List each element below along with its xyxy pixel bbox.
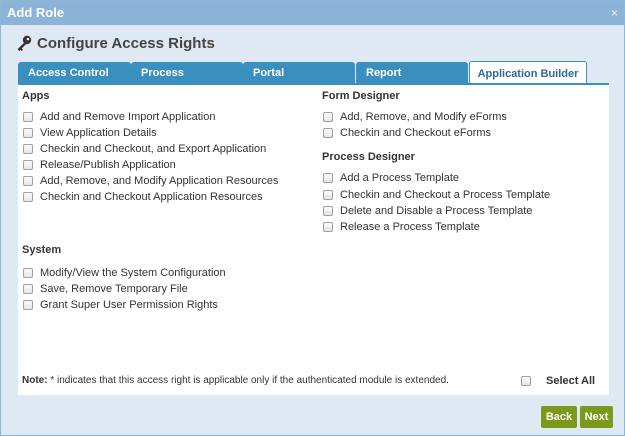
option-row[interactable]: [23, 174, 278, 188]
page-heading: [15, 33, 215, 53]
option-row[interactable]: [23, 298, 218, 312]
checkbox[interactable]: [23, 176, 33, 186]
checkbox[interactable]: [323, 190, 333, 200]
title-bar[interactable]: [1, 1, 624, 25]
option-row[interactable]: [23, 266, 226, 280]
option-row[interactable]: [23, 126, 157, 140]
option-label: Add, Remove, and Modify eForms: [340, 111, 507, 123]
close-icon[interactable]: ×: [610, 6, 618, 20]
option-label: Checkin and Checkout eForms: [340, 127, 492, 139]
option-label: Delete and Disable a Process Template: [340, 205, 533, 217]
option-label: Grant Super User Permission Rights: [40, 299, 218, 311]
option-row[interactable]: [23, 158, 176, 172]
select-all-checkbox[interactable]: [521, 376, 531, 386]
option-row[interactable]: [23, 110, 216, 124]
checkbox[interactable]: [23, 268, 33, 278]
checkbox[interactable]: [23, 300, 33, 310]
back-button[interactable]: Back: [541, 406, 577, 428]
option-label: Add a Process Template: [340, 172, 460, 184]
checkbox[interactable]: [323, 222, 333, 232]
note-text: * indicates that this access right is applicable only if the authenticated module is extended.: [47, 375, 449, 386]
footnote: [22, 375, 449, 386]
dialog-title: Add Role: [7, 5, 65, 20]
checkbox[interactable]: [23, 112, 33, 122]
option-label: Save, Remove Temporary File: [40, 283, 188, 295]
checkbox[interactable]: [23, 144, 33, 154]
select-all[interactable]: [521, 375, 595, 387]
checkbox[interactable]: [323, 128, 333, 138]
tab-process[interactable]: Process: [131, 62, 243, 83]
option-label: Modify/View the System Configuration: [40, 267, 226, 279]
section-title-form-designer: Form Designer: [322, 90, 400, 102]
section-title-system: System: [22, 244, 62, 256]
option-label: Checkin and Checkout, and Export Application: [40, 143, 267, 155]
option-row[interactable]: [323, 204, 532, 218]
option-label: Release a Process Template: [340, 221, 480, 233]
option-label: View Application Details: [40, 127, 157, 139]
option-label: Checkin and Checkout Application Resources: [40, 191, 263, 203]
checkbox[interactable]: [323, 206, 333, 216]
note-label: Note:: [22, 375, 48, 386]
checkbox[interactable]: [23, 192, 33, 202]
option-row[interactable]: [23, 282, 188, 296]
checkbox[interactable]: [323, 173, 333, 183]
option-row[interactable]: [323, 171, 459, 185]
option-row[interactable]: [323, 220, 480, 234]
option-row[interactable]: [323, 188, 550, 202]
section-title-apps: Apps: [22, 90, 50, 102]
select-all-label: Select All: [546, 375, 596, 387]
option-label: Release/Publish Application: [40, 159, 176, 171]
tab-report[interactable]: Report: [356, 62, 468, 83]
section-title-process-designer: Process Designer: [322, 151, 415, 163]
checkbox[interactable]: [23, 284, 33, 294]
option-row[interactable]: [23, 190, 263, 204]
option-label: Add and Remove Import Application: [40, 111, 216, 123]
checkbox[interactable]: [23, 128, 33, 138]
page-title: Configure Access Rights: [37, 34, 215, 52]
checkbox[interactable]: [23, 160, 33, 170]
dialog-footer: [1, 395, 624, 435]
tab-access-control[interactable]: Access Control: [18, 62, 131, 83]
option-row[interactable]: [323, 110, 507, 124]
tab-panel: [18, 83, 609, 395]
option-label: Add, Remove, and Modify Application Resources: [40, 175, 279, 187]
option-label: Checkin and Checkout a Process Template: [340, 189, 551, 201]
tab-application-builder[interactable]: Application Builder: [469, 61, 587, 84]
checkbox[interactable]: [323, 112, 333, 122]
option-row[interactable]: [323, 126, 491, 140]
tab-portal[interactable]: Portal: [243, 62, 355, 83]
option-row[interactable]: [23, 142, 266, 156]
next-button[interactable]: Next: [580, 406, 613, 428]
key-icon: [15, 34, 33, 52]
